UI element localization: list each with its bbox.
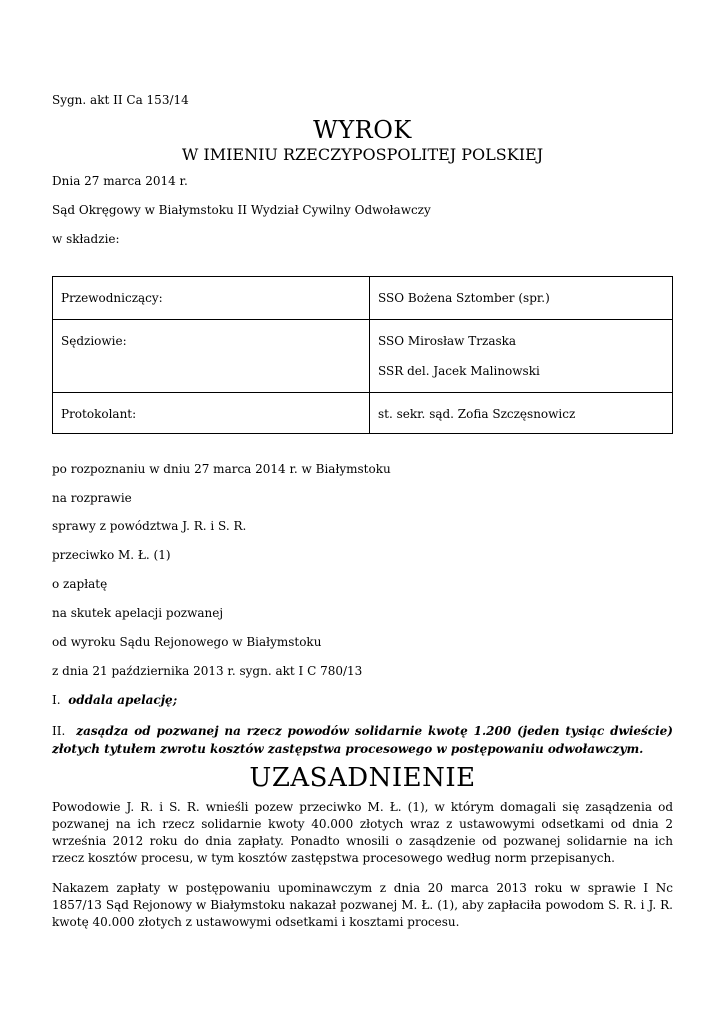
person-name: SSO Mirosław Trzaska: [378, 334, 517, 348]
proceedings-line: na rozprawie: [52, 491, 132, 505]
ruling-point-2: [52, 722, 673, 758]
person-name: st. sekr. sąd. Zofia Szczęsnowicz: [378, 407, 576, 421]
names-cell: [370, 393, 673, 434]
ruling-text: oddala apelację;: [68, 693, 178, 707]
ruling-point-1: [52, 693, 177, 707]
ruling-text: zasądza od pozwanej na rzecz powodów solidarnie kwotę 1.200 (jeden tysiąc dwieście) złotych tytułem zwrotu kosztów zastępstwa procesowego w postępowaniu odwoławczym.: [52, 724, 673, 756]
judgment-date: Dnia 27 marca 2014 r.: [52, 174, 188, 188]
role-label: Sędziowie:: [61, 334, 127, 348]
role-label: Protokolant:: [61, 407, 137, 421]
proceedings-line: sprawy z powództwa J. R. i S. R.: [52, 519, 247, 533]
proceedings-line: od wyroku Sądu Rejonowego w Białymstoku: [52, 635, 322, 649]
role-cell: [53, 393, 370, 434]
role-cell: [53, 277, 370, 320]
proceedings-line: na skutek apelacji pozwanej: [52, 606, 224, 620]
document-title: WYROK: [313, 116, 412, 144]
composition-row-clerk: [53, 393, 673, 434]
composition-label: w składzie:: [52, 232, 120, 246]
person-name: SSO Bożena Sztomber (spr.): [378, 291, 550, 305]
case-signature: Sygn. akt II Ca 153/14: [52, 93, 189, 107]
ruling-number: I.: [52, 693, 61, 707]
names-cell: [370, 277, 673, 320]
justification-heading: UZASADNIENIE: [249, 763, 476, 793]
role-label: Przewodniczący:: [61, 291, 163, 305]
court-composition-table: [52, 276, 673, 434]
proceedings-line: o zapłatę: [52, 577, 108, 591]
proceedings-line: z dnia 21 października 2013 r. sygn. akt I C 780/13: [52, 664, 363, 678]
justification-paragraph: Powodowie J. R. i S. R. wnieśli pozew przeciwko M. Ł. (1), w którym domagali się zasądzenia od pozwanej na ich rzecz solidarnie kwoty 40.000 złotych wraz z ustawowymi odsetkami od dnia 2 września 2012 roku do dnia zapłaty. Ponadto wnosili o zasądzenie od pozwanej solidarnie na ich rzecz kosztów procesu, w tym kosztów zastępstwa procesowego według norm przepisanych.: [52, 800, 673, 865]
court-name: Sąd Okręgowy w Białymstoku II Wydział Cywilny Odwoławczy: [52, 203, 431, 217]
proceedings-line: po rozpoznaniu w dniu 27 marca 2014 r. w Białymstoku: [52, 462, 391, 476]
composition-row-judges: [53, 320, 673, 393]
proceedings-line: przeciwko M. Ł. (1): [52, 548, 171, 562]
justification-paragraph: Nakazem zapłaty w postępowaniu upominawczym z dnia 20 marca 2013 roku w sprawie I Nc 1857/13 Sąd Rejonowy w Białymstoku nakazał pozwanej M. Ł. (1), aby zapłaciła powodom S. R. i J. R. kwotę 40.000 złotych z ustawowymi odsetkami i kosztami procesu.: [52, 881, 673, 929]
person-name: SSR del. Jacek Malinowski: [378, 364, 540, 378]
ruling-number: II.: [52, 724, 66, 738]
names-cell: [370, 320, 673, 393]
role-cell: [53, 320, 370, 393]
document-subtitle: W IMIENIU RZECZYPOSPOLITEJ POLSKIEJ: [181, 145, 544, 164]
composition-row-presiding: [53, 277, 673, 320]
